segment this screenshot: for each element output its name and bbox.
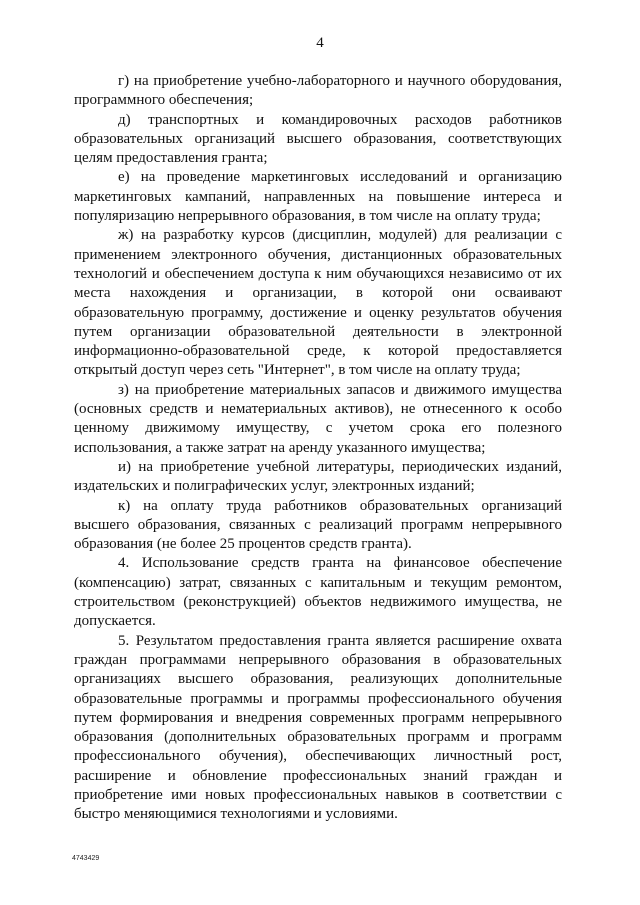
clause-zh: ж) на разработку курсов (дисциплин, модулей) для реализации с применением электронного обучения, дистанционных образовательных технологий и обеспечением доступа к ним обучающихся независимо от их места нахождения и организации, в которой они осваивают образовательную программу, достижение и оценку результатов обучения путем организации образовательной деятельности в электронной информационно-образовательной среде, к которой предоставляется открытый доступ через сеть "Интернет", в том числе на оплату труда; xyxy=(74,227,562,379)
clause-k: к) на оплату труда работников образовательных организаций высшего образования, связанных с реализаций программ непрерывного образования (не более 25 процентов средств гранта). xyxy=(74,497,562,553)
clause-e: е) на проведение маркетинговых исследований и организацию маркетинговых кампаний, направленных на повышение интереса и популяризацию непрерывного образования, в том числе на оплату труда; xyxy=(74,169,562,225)
document-body xyxy=(74,72,562,825)
section-5: 5. Результатом предоставления гранта является расширение охвата граждан программами непрерывного образования в образовательных организациях высшего образования, реализующих дополнительные образовательные программы и программы профессионального обучения путем формирования и внедрения современных программ непрерывного образования (дополнительных образовательных программ и программ профессионального обучения), обеспечивающих личностный рост, расширение и обновление профессиональных знаний граждан и приобретение ими новых профессиональных навыков в соответствии с быстро меняющимися технологиями и условиями. xyxy=(74,632,562,823)
clause-d: д) транспортных и командировочных расходов работников образовательных организаций высшего образования, соответствующих целям предоставления гранта; xyxy=(74,111,562,167)
clause-z: з) на приобретение материальных запасов и движимого имущества (основных средств и нематериальных активов), не отнесенного к особо ценному движимому имуществу, с учетом срока его полезного использования, а также затрат на аренду указанного имущества; xyxy=(74,381,562,456)
section-4: 4. Использование средств гранта на финансовое обеспечение (компенсацию) затрат, связанных с капитальным и текущим ремонтом, строительством (реконструкцией) объектов недвижимого имущества, не допускается. xyxy=(74,555,562,630)
page-number: 4 xyxy=(316,35,324,51)
clause-g: г) на приобретение учебно-лабораторного и научного оборудования, программного обеспечения; xyxy=(74,73,562,109)
clause-i: и) на приобретение учебной литературы, периодических изданий, издательских и полиграфических услуг, электронных изданий; xyxy=(74,458,562,495)
document-id: 4743429 xyxy=(72,855,100,862)
